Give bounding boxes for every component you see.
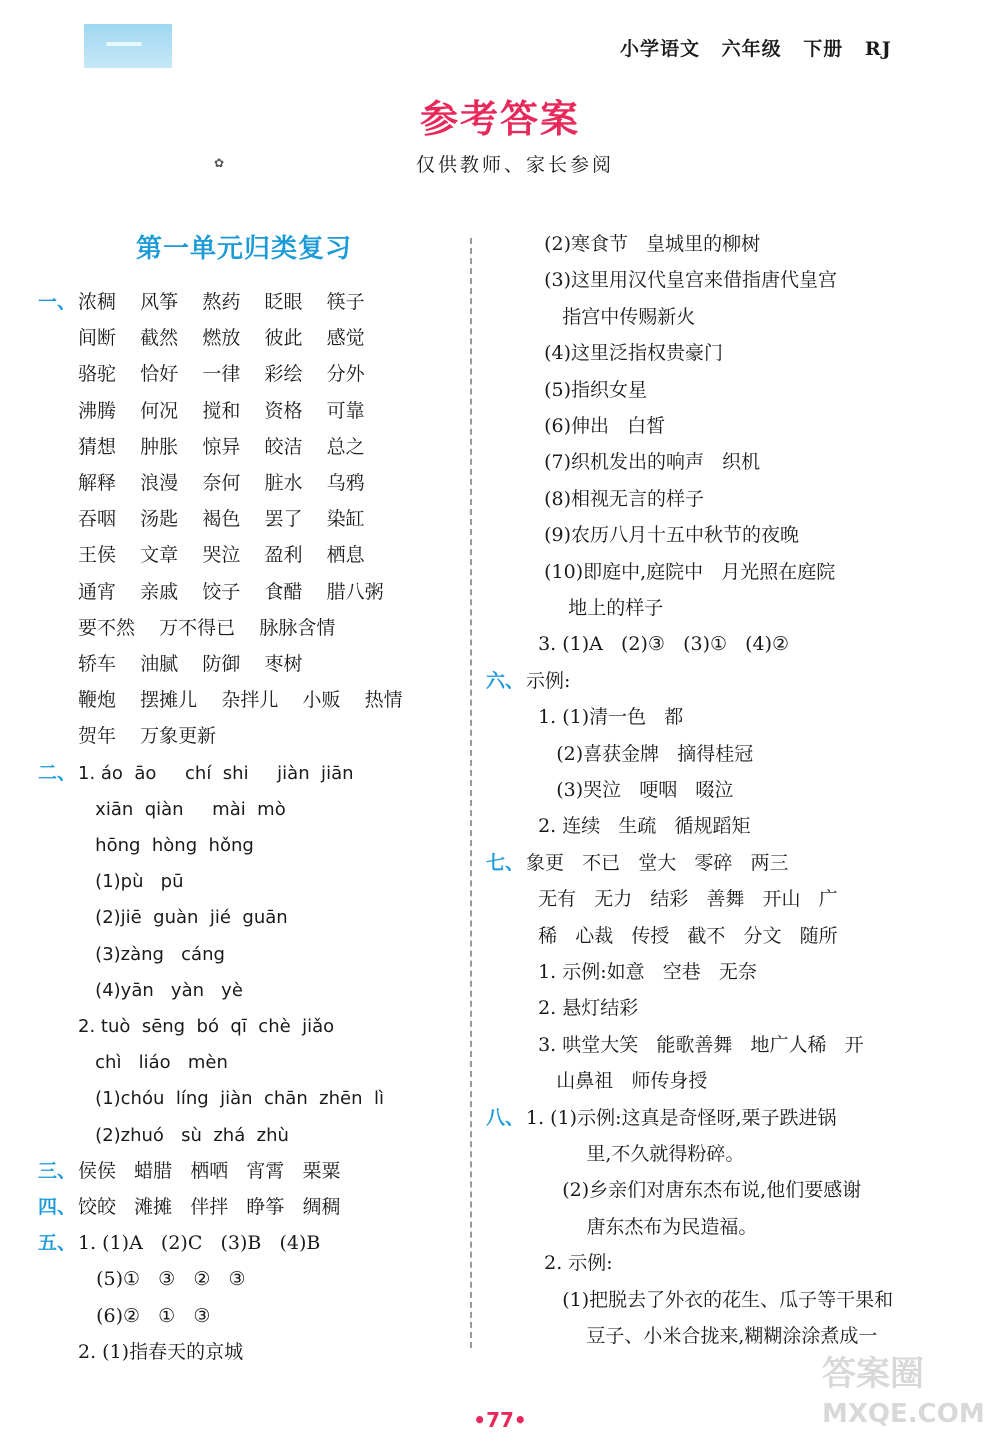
answer-text: (3)哭泣 哽咽 啜泣	[526, 779, 734, 801]
question-label: 四、	[38, 1196, 77, 1218]
answer-text: 浓稠 风筝 熬药 眨眼 筷子	[78, 291, 365, 313]
flower-icon: ✿	[214, 156, 225, 170]
answer-line	[486, 1174, 861, 1206]
answer-text: xiān qiàn mài mò	[78, 798, 286, 820]
answer-line	[486, 519, 799, 551]
answer-text: (2)寒食节 皇城里的柳树	[526, 233, 761, 255]
answer-text: 骆驼 恰好 一律 彩绘 分外	[78, 363, 365, 386]
answer-text: 王侯 文章 哭泣 盈利 栖息	[78, 544, 365, 567]
answer-line	[38, 1227, 320, 1259]
answer-text: 2. 连续 生疏 循规蹈矩	[526, 815, 751, 838]
question-label: 六、	[486, 669, 525, 692]
answer-text: (10)即庭中,庭院中 月光照在庭院	[526, 560, 836, 583]
answer-line	[486, 1138, 744, 1170]
answer-text: chì liáo mèn	[78, 1052, 228, 1074]
answer-line	[38, 793, 286, 825]
answer-text: (1)把脱去了外衣的花生、瓜子等干果和	[526, 1288, 894, 1311]
question-label: 五、	[38, 1232, 77, 1255]
question-label: 七、	[486, 851, 525, 874]
answer-line	[38, 974, 243, 1006]
answer-line	[486, 1065, 707, 1097]
answer-line	[38, 720, 216, 752]
answer-text: (6)伸出 白皙	[526, 415, 666, 437]
answer-line	[38, 1300, 210, 1332]
answer-line	[38, 901, 288, 933]
answer-text: 侯侯 蜡腊 栖哂 宵霄 栗粟	[78, 1159, 341, 1182]
answer-text: 2. 示例:	[526, 1252, 613, 1275]
answer-text: (1)pù pū	[78, 871, 184, 893]
answer-text: 2. 悬灯结彩	[526, 997, 639, 1020]
answer-text: 山鼻祖 师传身授	[526, 1070, 708, 1093]
answer-line	[38, 1082, 384, 1114]
header-subject: 小学语文	[620, 38, 701, 60]
answer-text: hōng hòng hǒng	[78, 835, 254, 856]
question-label: 一、	[38, 291, 77, 313]
answer-line	[38, 1191, 340, 1223]
answer-line	[38, 467, 365, 499]
answer-line	[486, 920, 838, 952]
answer-line	[38, 1119, 289, 1151]
answer-text: 要不然 万不得已 脉脉含情	[78, 616, 336, 639]
answer-text: 饺皎 滩摊 伴拌 睁筝 绸稠	[78, 1196, 341, 1218]
answer-text: 通宵 亲戚 饺子 食醋 腊八粥	[78, 580, 384, 603]
answer-text: 1. áo āo chí shi jiàn jiān	[78, 762, 354, 784]
column-divider	[470, 238, 472, 1348]
answer-text: 唐东杰布为民造福。	[526, 1215, 758, 1238]
answer-text: (2)喜获金牌 摘得桂冠	[526, 742, 754, 765]
answer-text: (2)zhuó sù zhá zhù	[78, 1124, 289, 1146]
answer-text: (5)指织女星	[526, 378, 648, 401]
answer-text: 里,不久就得粉碎。	[526, 1143, 745, 1165]
answer-line	[486, 1102, 837, 1134]
answer-line	[486, 1284, 893, 1316]
answer-text: 轿车 油腻 防御 枣树	[78, 653, 303, 675]
answer-line	[38, 612, 335, 644]
answer-text: 3. 哄堂大笑 能歌善舞 地广人稀 开	[526, 1033, 864, 1056]
answer-line	[486, 1211, 757, 1243]
answer-text: 无有 无力 结彩 善舞 开山 广	[526, 888, 838, 911]
answer-line	[486, 410, 665, 442]
watermark-top: 答案圈	[822, 1354, 924, 1394]
answer-text: 稀 心裁 传授 截不 分文 随所	[526, 924, 838, 947]
header-grade: 六年级	[721, 38, 782, 60]
answer-line	[38, 865, 184, 897]
answer-line	[486, 774, 733, 806]
answer-line	[486, 628, 789, 660]
answer-line	[486, 992, 638, 1024]
answer-text: 地上的样子	[526, 597, 664, 619]
answer-text: 间断 截然 燃放 彼此 感觉	[78, 327, 365, 350]
corner-decoration	[84, 24, 172, 68]
answer-text: 2. tuò sēng bó qī chè jiǎo	[78, 1016, 335, 1037]
answer-line	[486, 228, 760, 260]
answer-line	[486, 592, 663, 624]
answer-text: 鞭炮 摆摊儿 杂拌儿 小贩 热情	[78, 689, 403, 712]
watermark-logo	[812, 1340, 992, 1430]
answer-line	[38, 576, 384, 608]
page-number: •77•	[473, 1408, 527, 1432]
answer-line	[486, 701, 683, 733]
answer-text: 吞咽 汤匙 褐色 罢了 染缸	[78, 508, 365, 531]
answer-text: (5)① ③ ② ③	[78, 1268, 246, 1291]
answer-line	[38, 829, 254, 861]
answer-text: (2)乡亲们对唐东杰布说,他们要感谢	[526, 1179, 862, 1202]
header-volume: 下册	[803, 38, 844, 60]
answer-text: 沸腾 何况 搅和 资格 可靠	[78, 399, 365, 422]
answer-line	[38, 1046, 228, 1078]
answer-text: (3)这里用汉代皇宫来借指唐代皇宫	[526, 269, 838, 292]
answer-line	[38, 757, 354, 789]
answer-text: 猜想 肿胀 惊异 皎洁 总之	[78, 435, 365, 458]
answer-line	[486, 883, 838, 915]
answer-line	[486, 374, 647, 406]
answer-text: (7)织机发出的响声 织机	[526, 451, 761, 474]
answer-line	[486, 446, 760, 478]
answer-line	[486, 847, 788, 879]
answer-text: 1. (1)清一色 都	[526, 706, 684, 729]
answer-line	[38, 539, 365, 571]
answer-text: 象更 不已 堂大 零碎 两三	[526, 851, 789, 874]
answer-line	[486, 1247, 613, 1279]
answer-line	[486, 556, 835, 588]
answer-text: (4)yān yàn yè	[78, 979, 243, 1001]
header-bar	[620, 34, 906, 61]
answer-line	[38, 358, 365, 390]
answer-line	[486, 956, 757, 988]
answer-text: (8)相视无言的样子	[526, 487, 705, 510]
answer-text: 2. (1)指春天的京城	[78, 1340, 244, 1363]
answer-line	[486, 301, 695, 333]
answer-line	[486, 810, 750, 842]
answer-line	[38, 395, 365, 427]
answer-text: 示例:	[526, 669, 571, 692]
answer-text: 1. 示例:如意 空巷 无奈	[526, 961, 757, 983]
answer-line	[38, 1336, 243, 1368]
answer-text: (6)② ① ③	[78, 1304, 211, 1327]
answer-line	[38, 286, 365, 318]
watermark-bottom: MXQE.COM	[822, 1399, 985, 1429]
answer-line	[38, 1155, 340, 1187]
answer-text: 贺年 万象更新	[78, 725, 217, 748]
header-edition: RJ	[864, 38, 892, 60]
question-label: 二、	[38, 761, 77, 784]
answer-text: 3. (1)A (2)③ (3)① (4)②	[526, 633, 790, 656]
answer-text: (2)jiē guàn jié guān	[78, 907, 288, 929]
answer-line	[486, 738, 753, 770]
answer-text: (1)chóu líng jiàn chān zhēn lì	[78, 1088, 384, 1110]
question-label: 三、	[38, 1159, 77, 1182]
answer-line	[38, 431, 365, 463]
answer-line	[486, 483, 704, 515]
answer-text: 1. (1)A (2)C (3)B (4)B	[78, 1232, 321, 1255]
answer-line	[38, 684, 403, 716]
answer-text: (4)这里泛指权贵豪门	[526, 342, 724, 365]
page-title: 参考答案	[419, 97, 580, 141]
answer-line	[486, 264, 837, 296]
answer-line	[38, 503, 365, 535]
answer-line	[38, 322, 365, 354]
answer-line	[38, 938, 225, 970]
answer-text: 1. (1)示例:这真是奇怪呀,栗子跌进锅	[526, 1106, 837, 1129]
answer-line	[38, 648, 302, 680]
page-subtitle: 仅供教师、家长参阅	[415, 154, 614, 176]
answer-line	[38, 1010, 334, 1042]
section-title: 第一单元归类复习	[136, 234, 353, 264]
answer-line	[486, 337, 723, 369]
answer-text: (9)农历八月十五中秋节的夜晚	[526, 524, 800, 547]
answer-line	[38, 1263, 246, 1295]
answer-line	[486, 665, 570, 697]
answer-text: (3)zàng cáng	[78, 943, 225, 965]
question-label: 八、	[486, 1106, 525, 1129]
answer-line	[486, 1029, 864, 1061]
answer-text: 指宫中传赐新火	[526, 305, 696, 328]
answer-text: 解释 浪漫 奈何 脏水 乌鸦	[78, 472, 365, 494]
answer-text: 豆子、小米合拢来,糊糊涂涂煮成一	[526, 1325, 878, 1347]
